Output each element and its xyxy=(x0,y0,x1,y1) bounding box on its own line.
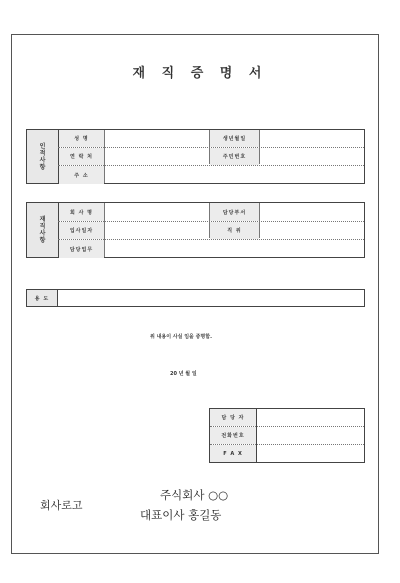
issue-date: 20 년 월 일 xyxy=(170,371,197,377)
department-field[interactable] xyxy=(260,203,364,221)
contact-table xyxy=(209,408,365,463)
company-name: 주식회사 ○○ xyxy=(160,488,229,502)
resident-id-field[interactable] xyxy=(260,148,364,165)
join-date-label: 입사일자 xyxy=(59,222,104,239)
address-label: 주 소 xyxy=(59,166,104,184)
contact-label: 연 락 처 xyxy=(59,148,104,165)
manager-label: 담 당 자 xyxy=(210,409,256,426)
birth-date-field[interactable] xyxy=(260,130,364,147)
ceo-name: 대표이사 홍길동 xyxy=(140,508,222,522)
certification-statement: 위 내용이 사실 임을 증명함. xyxy=(150,334,212,340)
resident-id-label: 주민번호 xyxy=(210,148,259,165)
fax-label: F A X xyxy=(210,445,256,462)
birth-date-label: 생년월일 xyxy=(210,130,259,147)
phone-field[interactable] xyxy=(257,427,364,444)
contact-field[interactable] xyxy=(105,148,209,165)
company-name-field[interactable] xyxy=(105,203,209,221)
employment-info-table xyxy=(26,202,365,258)
name-label: 성 명 xyxy=(59,130,104,147)
purpose-field[interactable] xyxy=(59,290,364,306)
position-field[interactable] xyxy=(260,222,364,239)
personal-info-table xyxy=(26,129,365,184)
purpose-label: 용 도 xyxy=(27,290,58,306)
name-field[interactable] xyxy=(105,130,209,147)
purpose-table xyxy=(26,289,365,307)
duty-field[interactable] xyxy=(105,240,364,258)
company-logo-placeholder: 회사로고 xyxy=(40,499,83,512)
position-label: 직 위 xyxy=(210,222,259,239)
manager-field[interactable] xyxy=(257,409,364,426)
department-label: 담당부서 xyxy=(210,203,259,221)
fax-field[interactable] xyxy=(257,445,364,462)
phone-label: 전화번호 xyxy=(210,427,256,444)
company-name-label: 회 사 명 xyxy=(59,203,104,221)
address-field[interactable] xyxy=(105,166,364,184)
duty-label: 담당업무 xyxy=(59,240,104,258)
employment-info-side-label: 재 직 사 항 xyxy=(27,203,59,257)
join-date-field[interactable] xyxy=(105,222,209,239)
personal-info-side-label: 인 적 사 항 xyxy=(27,130,59,183)
document-title: 재 직 증 명 서 xyxy=(132,66,268,81)
